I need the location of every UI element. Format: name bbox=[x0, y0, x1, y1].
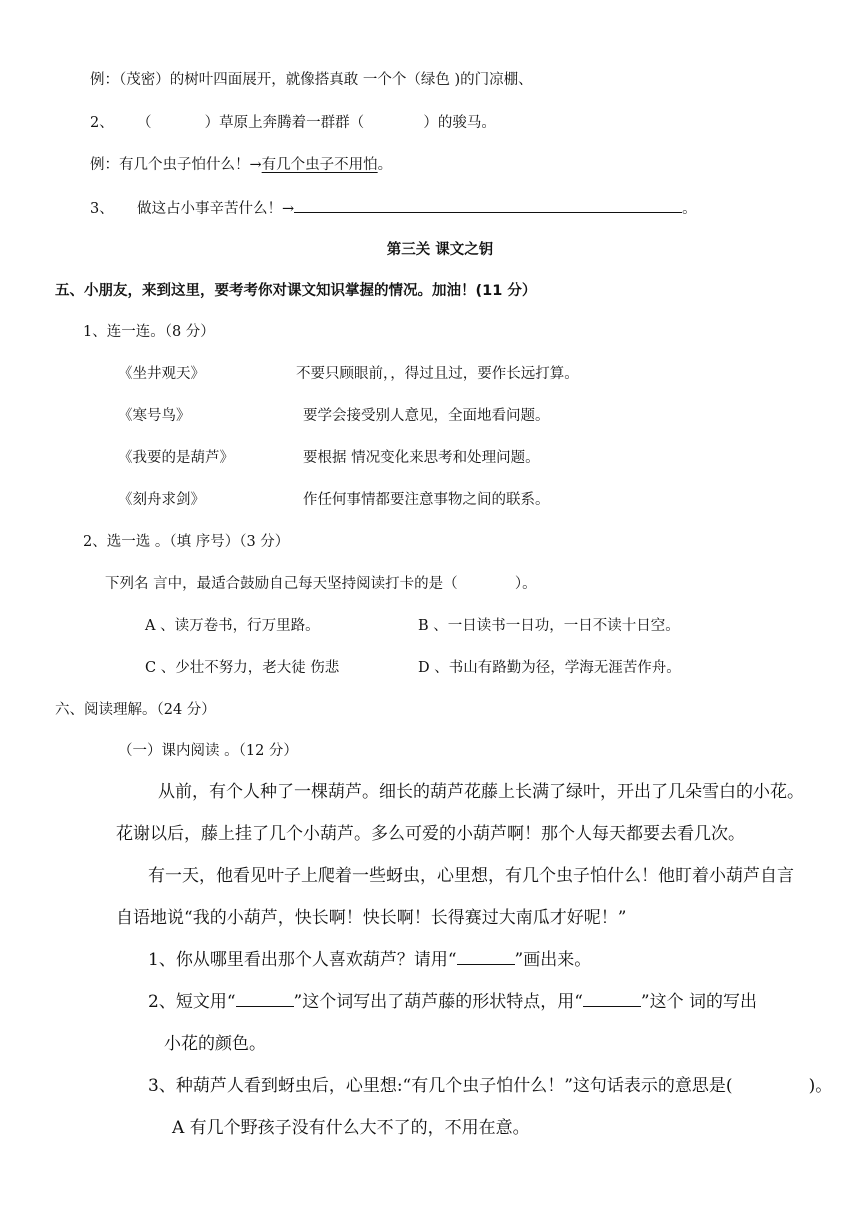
option-a-6-3[interactable]: A 有几个野孩子没有什么大不了的，不用在意。 bbox=[172, 1118, 530, 1138]
example-answer: 有几个虫子不用怕 bbox=[261, 157, 378, 173]
match-lesson[interactable]: 作任何事情都要注意事物之间的联系。 bbox=[303, 492, 550, 508]
question-4-3 bbox=[90, 198, 697, 219]
question-text: ”这个 词的写出 bbox=[640, 992, 758, 1012]
example-end: 。 bbox=[377, 157, 393, 173]
match-book[interactable]: 《刻舟求剑》 bbox=[118, 492, 205, 508]
underline-sample bbox=[457, 950, 515, 965]
stem-text: 下列名 言中，最适合鼓励自己每天坚持阅读打卡的是（ bbox=[105, 576, 458, 592]
question-4-2 bbox=[90, 113, 496, 133]
question-number: 2、 bbox=[90, 115, 114, 131]
option-d[interactable]: D 、书山有路勤为径，学海无涯苦作舟。 bbox=[418, 660, 681, 676]
question-text: 3、种葫芦人看到蚜虫后，心里想:“有几个虫子怕什么！”这句话表示的意思是( bbox=[148, 1076, 733, 1096]
question-6-2 bbox=[148, 990, 757, 1014]
question-number: 3、 bbox=[90, 201, 114, 217]
part-title: 第三关 课文之钥 bbox=[386, 242, 494, 258]
bracket-open: （ bbox=[136, 115, 152, 131]
example-sentence-1: 例：（茂密）的树叶四面展开，就像搭真敢 一个个（绿色 )的门凉棚、 bbox=[90, 72, 533, 88]
match-book[interactable]: 《坐井观天》 bbox=[118, 366, 205, 382]
option-c[interactable]: C 、少壮不努力，老大徒 伤悲 bbox=[145, 660, 340, 676]
match-lesson[interactable]: 要学会接受别人意见，全面地看问题。 bbox=[303, 408, 550, 424]
answer-blank[interactable] bbox=[583, 992, 641, 1007]
question-end: 。 bbox=[682, 201, 697, 217]
question-text: ）的骏马。 bbox=[423, 115, 496, 131]
match-lesson[interactable]: 要根据 情况变化来思考和处理问题。 bbox=[303, 450, 540, 466]
answer-line[interactable] bbox=[294, 198, 682, 213]
question-6-2-cont: 小花的颜色。 bbox=[164, 1034, 266, 1054]
question-text: ）草原上奔腾着一群群（ bbox=[204, 115, 365, 131]
question-6-3 bbox=[148, 1074, 832, 1098]
example-prefix: 例：有几个虫子怕什么！→ bbox=[90, 157, 262, 173]
section-6-heading: 六、阅读理解。（24 分） bbox=[55, 702, 216, 718]
question-6-1 bbox=[148, 948, 591, 972]
question-end: )。 bbox=[808, 1076, 833, 1096]
option-b[interactable]: B 、一日读书一日功，一日不读十日空。 bbox=[418, 618, 680, 634]
question-text: 做这占小事辛苦什么！→ bbox=[136, 201, 295, 217]
question-text: ”画出来。 bbox=[514, 950, 592, 970]
subsection-heading: （一）课内阅读 。（12 分） bbox=[118, 743, 298, 759]
passage-line: 有一天，他看见叶子上爬着一些蚜虫，心里想，有几个虫子怕什么！他盯着小葫芦自言 bbox=[148, 866, 794, 886]
question-text: 1、你从哪里看出那个人喜欢葫芦？请用“ bbox=[148, 950, 457, 970]
section-5-heading: 五、小朋友，来到这里，要考考你对课文知识掌握的情况。加油！(11 分） bbox=[55, 283, 537, 299]
question-5-1-title: 1、连一连。（8 分） bbox=[83, 324, 215, 340]
match-book[interactable]: 《我要的是葫芦》 bbox=[118, 450, 234, 466]
match-book[interactable]: 《寒号鸟》 bbox=[118, 408, 191, 424]
passage-line: 花谢以后，藤上挂了几个小葫芦。多么可爱的小葫芦啊！那个人每天都要去看几次。 bbox=[116, 824, 745, 844]
question-5-2-stem bbox=[105, 574, 537, 594]
answer-blank[interactable] bbox=[236, 992, 294, 1007]
question-text: ”这个词写出了葫芦藤的形状特点，用“ bbox=[293, 992, 583, 1012]
question-text: 2、短文用“ bbox=[148, 992, 236, 1012]
match-lesson[interactable]: 不要只顾眼前，，得过且过，要作长远打算。 bbox=[296, 366, 579, 382]
passage-line: 从前，有个人种了一棵葫芦。细长的葫芦花藤上长满了绿叶，开出了几朵雪白的小花。 bbox=[158, 782, 804, 802]
option-a[interactable]: A 、读万卷书，行万里路。 bbox=[145, 618, 320, 634]
stem-end: ）。 bbox=[514, 576, 537, 592]
passage-line: 自语地说“我的小葫芦，快长啊！快长啊！长得赛过大南瓜才好呢！” bbox=[116, 908, 627, 928]
example-sentence-2 bbox=[90, 155, 392, 175]
question-5-2-title: 2、选一选 。（填 序号）（3 分） bbox=[83, 534, 290, 550]
